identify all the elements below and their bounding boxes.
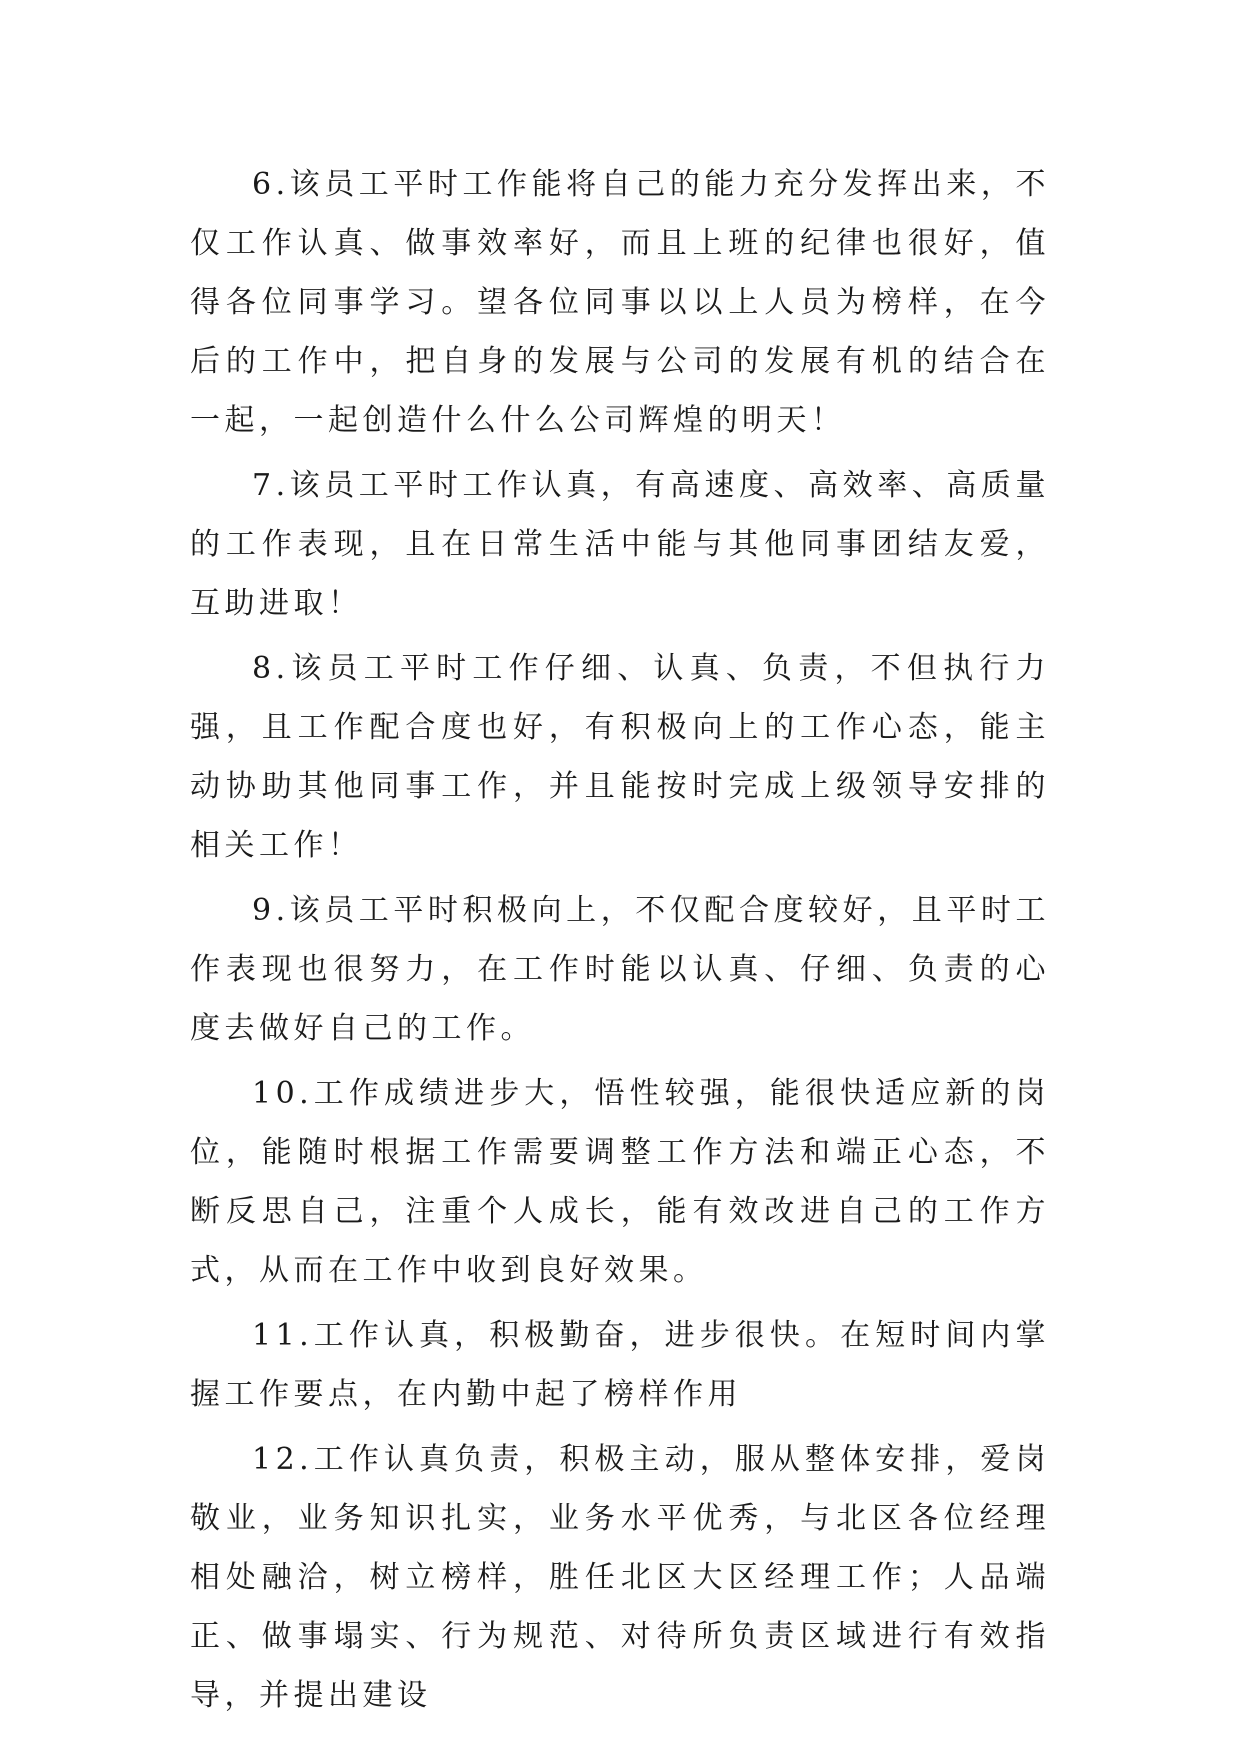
paragraph-7: 7.该员工平时工作认真，有高速度、高效率、高质量的工作表现，且在日常生活中能与其他同事团结友爱，互助进取！ <box>190 468 1050 621</box>
paragraph-11: 11.工作认真，积极勤奋，进步很快。在短时间内掌握工作要点，在内勤中起了榜样作用 <box>190 1318 1050 1412</box>
paragraph-6: 6.该员工平时工作能将自己的能力充分发挥出来，不仅工作认真、做事效率好，而且上班的纪律也很好，值得各位同事学习。望各位同事以以上人员为榜样，在今后的工作中，把自身的发展与公司的发展有机的结合在一起，一起创造什么什么公司辉煌的明天！ <box>190 167 1050 438</box>
document-body <box>190 155 1050 1731</box>
paragraph-10: 10.工作成绩进步大，悟性较强，能很快适应新的岗位，能随时根据工作需要调整工作方法和端正心态，不断反思自己，注重个人成长，能有效改进自己的工作方式，从而在工作中收到良好效果。 <box>190 1076 1050 1288</box>
paragraph-12: 12.工作认真负责，积极主动，服从整体安排，爱岗敬业，业务知识扎实，业务水平优秀，与北区各位经理相处融洽，树立榜样，胜任北区大区经理工作；人品端正、做事塌实、行为规范、对待所负责区域进行有效指导，并提出建设 <box>190 1442 1050 1713</box>
paragraph-9: 9.该员工平时积极向上，不仅配合度较好，且平时工作表现也很努力，在工作时能以认真、仔细、负责的心度去做好自己的工作。 <box>190 893 1050 1046</box>
paragraph-8: 8.该员工平时工作仔细、认真、负责，不但执行力强，且工作配合度也好，有积极向上的工作心态，能主动协助其他同事工作，并且能按时完成上级领导安排的相关工作！ <box>190 651 1050 863</box>
